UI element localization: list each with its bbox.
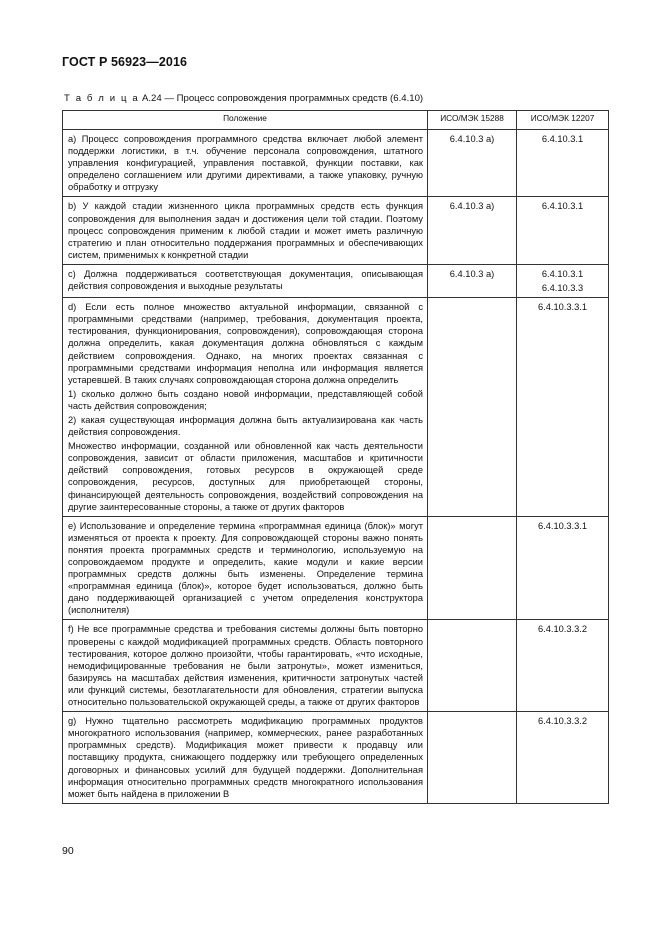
table-row xyxy=(63,130,609,197)
iso-12207-ref-cell xyxy=(517,130,609,197)
table-row xyxy=(63,620,609,712)
iso-12207-ref: 6.4.10.3.3.2 xyxy=(537,716,588,727)
provision-cell xyxy=(63,197,428,264)
iso-12207-ref-cell xyxy=(517,620,609,712)
provision-paragraph: a) Процесс сопровождения программного средства включает любой элемент поддержки логистики, в т.ч. обучение персонала сопровождения, штатного управления конфигурацией, управления поставкой, функции поставки, как определено соглашением или другими директивами, а также упаковку, ручную обработку и отгрузку xyxy=(68,134,423,193)
provision-paragraph: c) Должна поддерживаться соответствующая документация, описывающая действия сопровождения и выходные результаты xyxy=(68,268,423,292)
iso-15288-ref-cell: 6.4.10.3 а) xyxy=(428,197,517,264)
provision-paragraph: 2) какая существующая информация должна быть актуализирована как часть действия сопровождения. xyxy=(68,414,423,438)
provision-paragraph: e) Использование и определение термина «программная единица (блок)» могут изменяться от проекта к проекту. Для сопровождающей стороны важно понять понятия проекта программных средств и терминологию, используемую на сопровождаемом продукте и определить, какие модули и какие версии программных средств должны быть изменены. Определение термина «программная единица (блок)», которое будет использоваться, должно быть дано поддерживающей организацией с учетом определения конструктора (исполнителя) xyxy=(68,520,423,616)
iso-15288-ref-cell: 6.4.10.3 а) xyxy=(428,264,517,297)
table-row xyxy=(63,298,609,517)
iso-12207-ref-cell xyxy=(517,712,609,804)
iso-12207-ref: 6.4.10.3.3.2 xyxy=(537,624,588,635)
table-row xyxy=(63,516,609,620)
provision-paragraph: d) Если есть полное множество актуальной информации, связанной с программными средствами (например, требования, документация проекта, тестирования, функционирования, сопровождения), сопровождающая сторона должна определить, какая документация должна обновляться с каждым действием сопровождения. Однако, на многих проектах связанная с программными средствами информация неполна или информация является устаревшей. В таких случаях сопровождающая сторона должна определить xyxy=(68,302,423,385)
table-body xyxy=(63,130,609,804)
table-caption-text: А.24 — Процесс сопровождения программных средств (6.4.10) xyxy=(141,93,424,104)
iso-15288-ref-cell xyxy=(428,298,517,517)
provision-paragraph: b) У каждой стадии жизненного цикла программных средств есть функция сопровождения для выполнения задач и достижения цели той стадии. Поэтому процесс сопровождения применим к любой стадии и может иметь различную стратегию и план относительно поддержания программных и обеспечивающих систем, применимых к конкретной стадии xyxy=(68,201,423,260)
provision-paragraph: 1) сколько должно быть создано новой информации, представляющей собой часть действия сопровождения; xyxy=(68,388,423,411)
column-header-provision: Положение xyxy=(63,111,428,130)
provision-paragraph: Множество информации, созданной или обновленной как часть деятельности сопровождения, зависит от области приложения, масштабов и критичности действий сопровождения, готовых ресурсов в окружающей среде сопровождения, ресурсов, доступных для приобретающей стороны, финансирующей деятельность сопровождения, воздействий сопровождения на другие заинтересованные стороны, а также от других факторов xyxy=(68,441,423,512)
table-header-row xyxy=(63,111,609,130)
iso-15288-ref-cell xyxy=(428,620,517,712)
iso-12207-ref-cell xyxy=(517,516,609,620)
iso-12207-ref: 6.4.10.3.1 xyxy=(541,134,584,144)
provision-cell xyxy=(63,264,428,297)
provision-paragraph: g) Нужно тщательно рассмотреть модификацию программных продуктов многократного использования (например, коммерческих, ранее разработанных программных средств). Модификация может привести к продавцу или поставщику продукта, снижающего поддержку или требующего определенных договорных и финансовых усилий для будущей поддержки. Дополнительная информация относительно программных средств многократного использования может быть найдена в приложении В xyxy=(68,716,423,799)
provision-cell xyxy=(63,130,428,197)
table-row xyxy=(63,712,609,804)
iso-12207-ref: 6.4.10.3.3 xyxy=(541,283,584,294)
table-row xyxy=(63,264,609,297)
iso-15288-ref-cell xyxy=(428,712,517,804)
iso-12207-ref: 6.4.10.3.3.1 xyxy=(537,302,588,313)
iso-15288-ref-cell: 6.4.10.3 а) xyxy=(428,130,517,197)
iso-12207-ref-cell xyxy=(517,298,609,517)
column-header-iso-15288: ИСО/МЭК 15288 xyxy=(428,111,517,130)
document-title: ГОСТ Р 56923—2016 xyxy=(62,55,188,69)
iso-12207-ref: 6.4.10.3.1 xyxy=(541,201,584,212)
requirements-table xyxy=(62,110,609,804)
provision-cell xyxy=(63,298,428,517)
provision-cell xyxy=(63,712,428,804)
provision-cell xyxy=(63,620,428,712)
provision-paragraph: f) Не все программные средства и требования системы должны быть повторно проверены с каждой модификацией программных средств. Область повторного тестирования, которое должно произойти, чтобы гарантировать, «что исходные, немодифицированные требования не были затронуты», может измениться, базируясь на масштабах действия изменения, критичности затронутых частей или функций системы, безотлагательности для обновления, стратегии выпуска относительно пользовательской окружающей среды, а также от других факторов xyxy=(68,624,423,708)
column-header-iso-12207: ИСО/МЭК 12207 xyxy=(517,111,609,130)
iso-12207-ref: 6.4.10.3.3.1 xyxy=(537,520,588,531)
table-row xyxy=(63,197,609,264)
page-number: 90 xyxy=(62,845,74,857)
iso-12207-ref: 6.4.10.3.1 xyxy=(541,268,584,279)
table-caption-label: Т а б л и ц а xyxy=(64,93,140,104)
iso-15288-ref-cell xyxy=(428,516,517,620)
provision-cell xyxy=(63,516,428,620)
iso-12207-ref-cell xyxy=(517,264,609,297)
iso-12207-ref-cell xyxy=(517,197,609,264)
table-caption xyxy=(64,93,423,104)
